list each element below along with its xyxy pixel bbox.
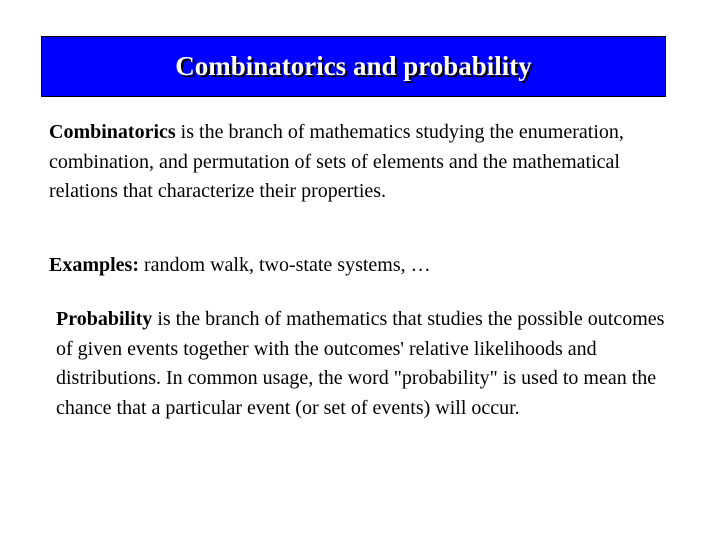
probability-term: Probability (56, 308, 153, 330)
combinatorics-term: Combinatorics (49, 121, 176, 143)
probability-paragraph (56, 305, 666, 423)
examples-label: Examples: (49, 254, 139, 276)
probability-definition: is the branch of mathematics that studies the possible outcomes of given events together with the outcomes' relative likelihoods and distributions. In common usage, the word "probability" is used to mean the chance that a particular event (or set of events) will occur. (56, 308, 665, 419)
title-banner (41, 36, 666, 97)
examples-paragraph (49, 251, 649, 281)
combinatorics-definition: is the branch of mathematics studying the enumeration, combination, and permutation of sets of elements and the mathematical relations that characterize their properties. (49, 121, 624, 202)
combinatorics-paragraph (49, 118, 649, 207)
examples-list: random walk, two-state systems, … (139, 254, 431, 276)
slide-title: Combinatorics and probability (175, 51, 532, 81)
